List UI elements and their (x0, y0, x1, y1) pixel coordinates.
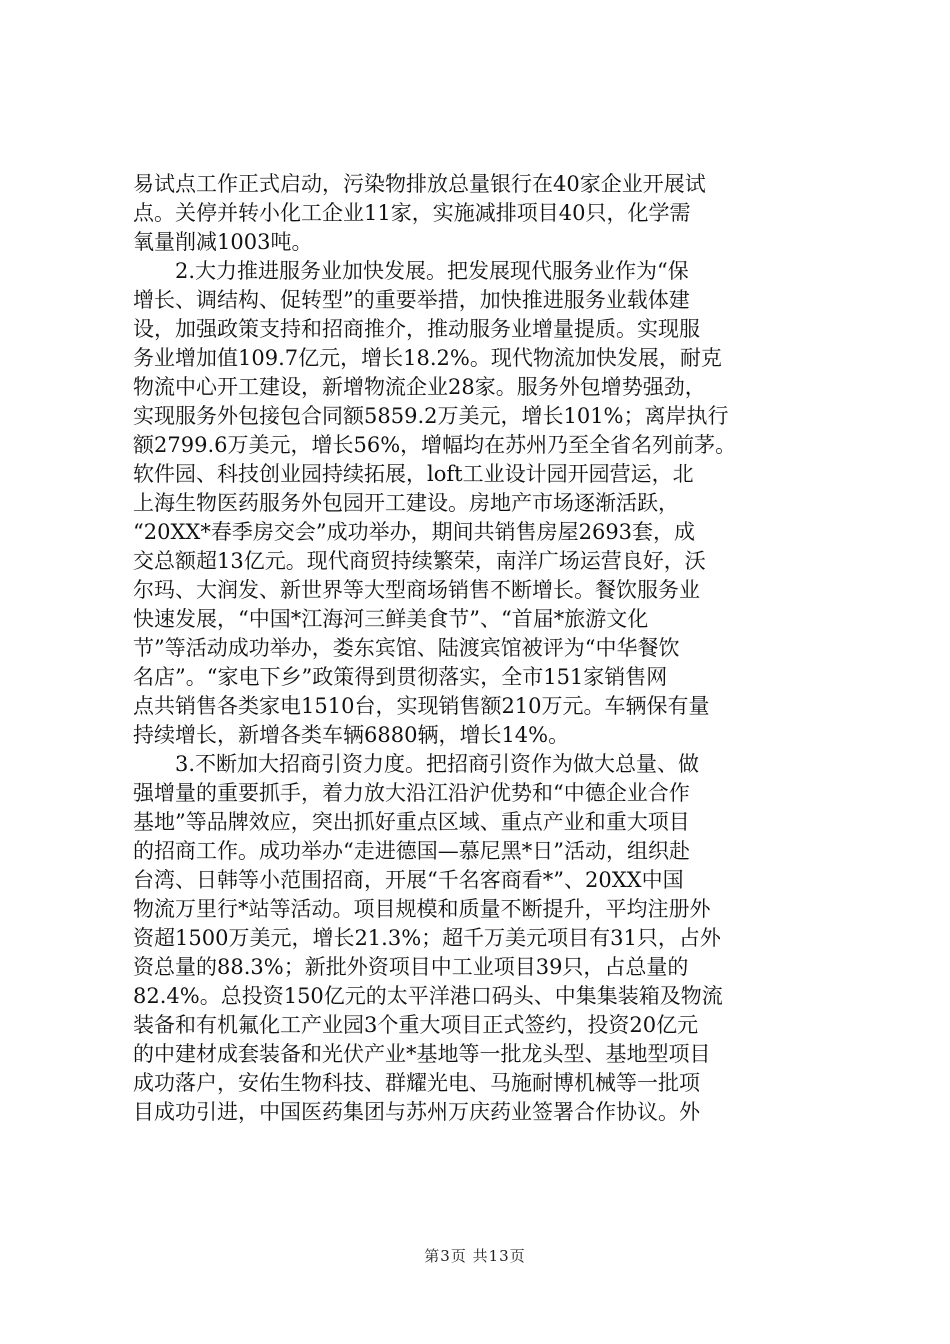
text-line: 额2799.6万美元，增长56%，增幅均在苏州乃至全省名列前茅。 (133, 433, 737, 457)
text-line: 持续增长，新增各类车辆6880辆，增长14%。 (133, 723, 570, 747)
text-line: 成功落户，安佑生物科技、群耀光电、马施耐博机械等一批项 (133, 1071, 700, 1095)
text-line: 增长、调结构、促转型”的重要举措，加快推进服务业载体建 (133, 288, 690, 312)
text-line: 节”等活动成功举办，娄东宾馆、陆渡宾馆被评为“中华餐饮 (133, 636, 680, 660)
text-line: 交总额超13亿元。现代商贸持续繁荣，南洋广场运营良好，沃 (133, 549, 706, 573)
text-line: 点。关停并转小化工企业11家，实施减排项目40只，化学需 (133, 201, 691, 225)
text-line: 易试点工作正式启动，污染物排放总量银行在40家企业开展试 (133, 172, 706, 196)
text-line: 物流中心开工建设，新增物流企业28家。服务外包增势强劲， (133, 375, 706, 399)
page-number-footer: 第3页 共13页 (424, 1247, 526, 1265)
text-line: 快速发展，“中国*江海河三鲜美食节”、“首届*旅游文化 (133, 607, 649, 631)
text-line: 82.4%。总投资150亿元的太平洋港口码头、中集集装箱及物流 (133, 984, 723, 1008)
text-line: 资超1500万美元，增长21.3%；超千万美元项目有31只，占外 (133, 926, 721, 950)
text-line: 目成功引进，中国医药集团与苏州万庆药业签署合作协议。外 (133, 1100, 700, 1124)
text-line: 软件园、科技创业园持续拓展，loft工业设计园开园营运，北 (133, 462, 694, 486)
paragraph-start-line: 2.大力推进服务业加快发展。把发展现代服务业作为“保 (175, 259, 689, 283)
document-body (133, 170, 828, 1127)
text-line: 的中建材成套装备和光伏产业*基地等一批龙头型、基地型项目 (133, 1042, 711, 1066)
paragraph-start-line: 3.不断加大招商引资力度。把招商引资作为做大总量、做 (175, 752, 700, 776)
text-line: 实现服务外包接包合同额5859.2万美元，增长101%；离岸执行 (133, 404, 729, 428)
text-line: 装备和有机氟化工产业园3个重大项目正式签约，投资20亿元 (133, 1013, 699, 1037)
text-line: 台湾、日韩等小范围招商，开展“千名客商看*”、20XX中国 (133, 868, 684, 892)
text-line: 氧量削减1003吨。 (133, 230, 313, 254)
text-line: 务业增加值109.7亿元，增长18.2%。现代物流加快发展，耐克 (133, 346, 722, 370)
text-line: 点共销售各类家电1510台，实现销售额210万元。车辆保有量 (133, 694, 710, 718)
text-line: 名店”。“家电下乡”政策得到贯彻落实，全市151家销售网 (133, 665, 668, 689)
text-line: 强增量的重要抓手，着力放大沿江沿沪优势和“中德企业合作 (133, 781, 690, 805)
text-line: 的招商工作。成功举办“走进德国—慕尼黑*日”活动，组织赴 (133, 839, 690, 863)
text-line: 尔玛、大润发、新世界等大型商场销售不断增长。餐饮服务业 (133, 578, 700, 602)
text-line: 设，加强政策支持和招商推介，推动服务业增量提质。实现服 (133, 317, 700, 341)
text-line: 资总量的88.3%；新批外资项目中工业项目39只，占总量的 (133, 955, 689, 979)
text-line: “20XX*春季房交会”成功举办，期间共销售房屋2693套，成 (133, 520, 696, 544)
text-line: 上海生物医药服务外包园开工建设。房地产市场逐渐活跃， (133, 491, 679, 515)
text-line: 基地”等品牌效应，突出抓好重点区域、重点产业和重大项目 (133, 810, 690, 834)
text-line: 物流万里行*站等活动。项目规模和质量不断提升，平均注册外 (133, 897, 711, 921)
